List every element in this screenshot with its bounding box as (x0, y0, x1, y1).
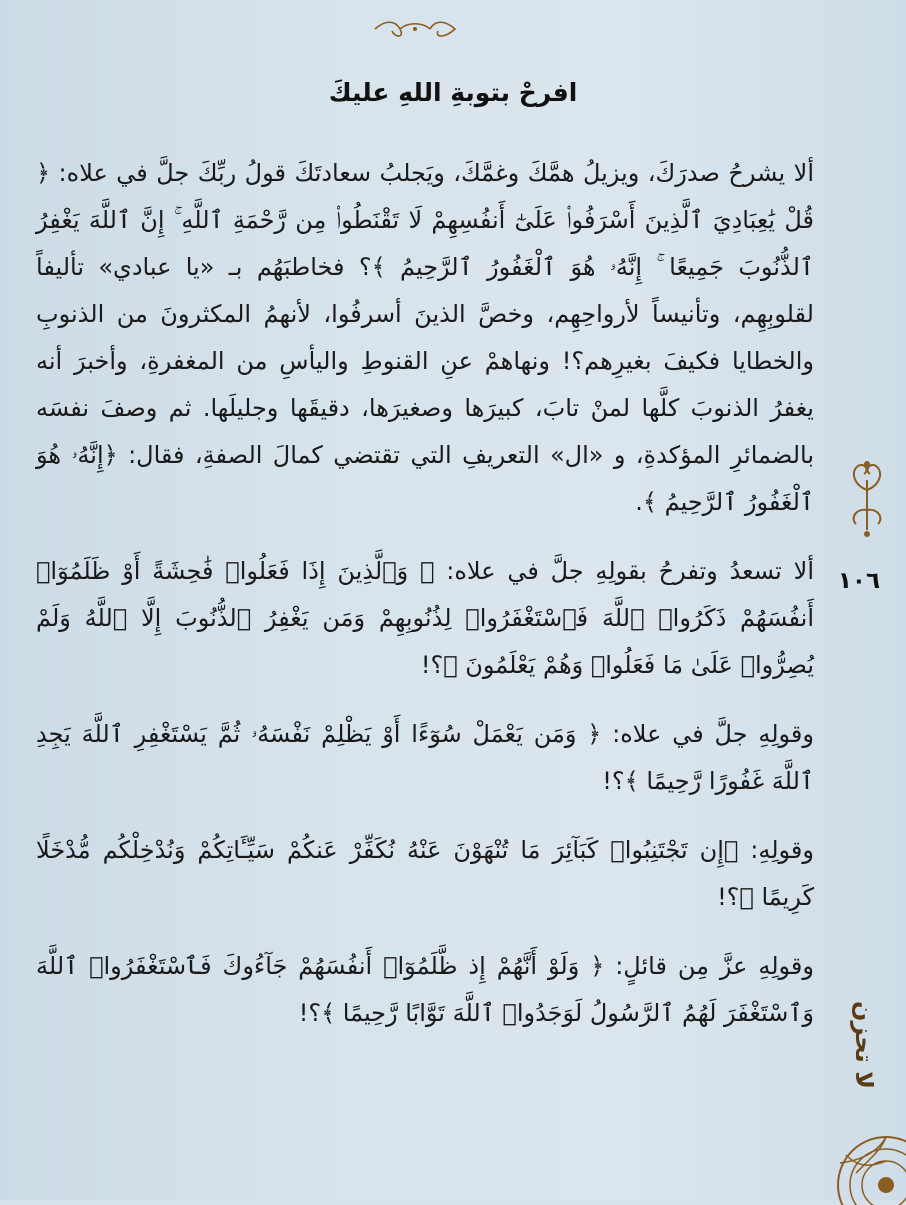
page-number: ١٠٦ (837, 568, 880, 594)
arabesque-ornament-icon (816, 1115, 906, 1205)
body-text (36, 150, 814, 1037)
running-book-title: لا تحزن (850, 1001, 878, 1089)
top-flourish-ornament (370, 18, 460, 40)
fleur-ornament-icon (844, 460, 890, 540)
paragraph-2: ألا تسعدُ وتفرحُ بقولِهِ جلَّ في علاه: ﴿ وَٱلَّذِينَ إِذَا فَعَلُوا۟ فَٰحِشَةً أَوْ ظَلَمُوٓا۟ أَنفُسَهُمْ ذَكَرُوا۟ ٱللَّهَ فَٱسْتَغْفَرُوا۟ لِذُنُوبِهِمْ وَمَن يَغْفِرُ ٱلذُّنُوبَ إِلَّا ٱللَّهُ وَلَمْ يُصِرُّوا۟ عَلَىٰ مَا فَعَلُوا۟ وَهُمْ يَعْلَمُونَ ﴾؟! (36, 557, 814, 679)
paragraph-5: وقولِهِ عزَّ مِن قائلٍ: ﴿ وَلَوْ أَنَّهُمْ إِذ ظَّلَمُوٓا۟ أَنفُسَهُمْ جَآءُوكَ فَٱسْتَغْفَرُوا۟ ٱللَّهَ وَٱسْتَغْفَرَ لَهُمُ ٱلرَّسُولُ لَوَجَدُوا۟ ٱللَّهَ تَوَّابًا رَّحِيمًا ﴾؟! (36, 952, 814, 1027)
paragraph-1: ألا يشرحُ صدرَكَ، ويزيلُ همَّكَ وغمَّكَ، ويَجلبُ سعادتَكَ قولُ ربِّكَ جلَّ في علاه: ﴿ قُلْ يَٰعِبَادِيَ ٱلَّذِينَ أَسْرَفُوا۟ عَلَىٰٓ أَنفُسِهِمْ لَا تَقْنَطُوا۟ مِن رَّحْمَةِ ٱللَّهِ ۚ إِنَّ ٱللَّهَ يَغْفِرُ ٱلذُّنُوبَ جَمِيعًا ۚ إِنَّهُۥ هُوَ ٱلْغَفُورُ ٱلرَّحِيمُ ﴾؟ فخاطبَهُم بـ «يا عبادي» تأليفاً لقلوبِهِم، وتأنيساً لأرواحِهِم، وخصَّ الذينَ أسرفُوا، لأنهمُ المكثرونَ من الذنوبِ والخطايا فكيفَ بغيرِهم؟! ونهاهمْ عنِ القنوطِ واليأسِ من المغفرةِ، وأخبرَ أنه يغفرُ الذنوبَ كلَّها لمنْ تابَ، كبيرَها وصغيرَها، دقيقَها وجليلَها. ثم وصفَ نفسَه بالضمائرِ المؤكدةِ، و «ال» التعريفِ التي تقتضي كمالَ الصفةِ، فقال: ﴿إِنَّهُۥ هُوَ ٱلْغَفُورُ ٱلرَّحِيمُ ﴾. (36, 159, 814, 516)
side-margin (826, 440, 906, 1200)
paragraph-3: وقولِهِ جلَّ في علاه: ﴿ وَمَن يَعْمَلْ سُوٓءًا أَوْ يَظْلِمْ نَفْسَهُۥ ثُمَّ يَسْتَغْفِرِ ٱللَّهَ يَجِدِ ٱللَّهَ غَفُورًا رَّحِيمًا ﴾؟! (36, 720, 814, 795)
chapter-heading: افرحْ بتوبةِ اللهِ عليكَ (328, 78, 578, 107)
paragraph-4: وقولِهِ: ﴿إِن تَجْتَنِبُوا۟ كَبَآئِرَ مَا تُنْهَوْنَ عَنْهُ نُكَفِّرْ عَنكُمْ سَيِّـَٔاتِكُمْ وَنُدْخِلْكُم مُّدْخَلًا كَرِيمًا ﴾؟! (36, 836, 814, 911)
